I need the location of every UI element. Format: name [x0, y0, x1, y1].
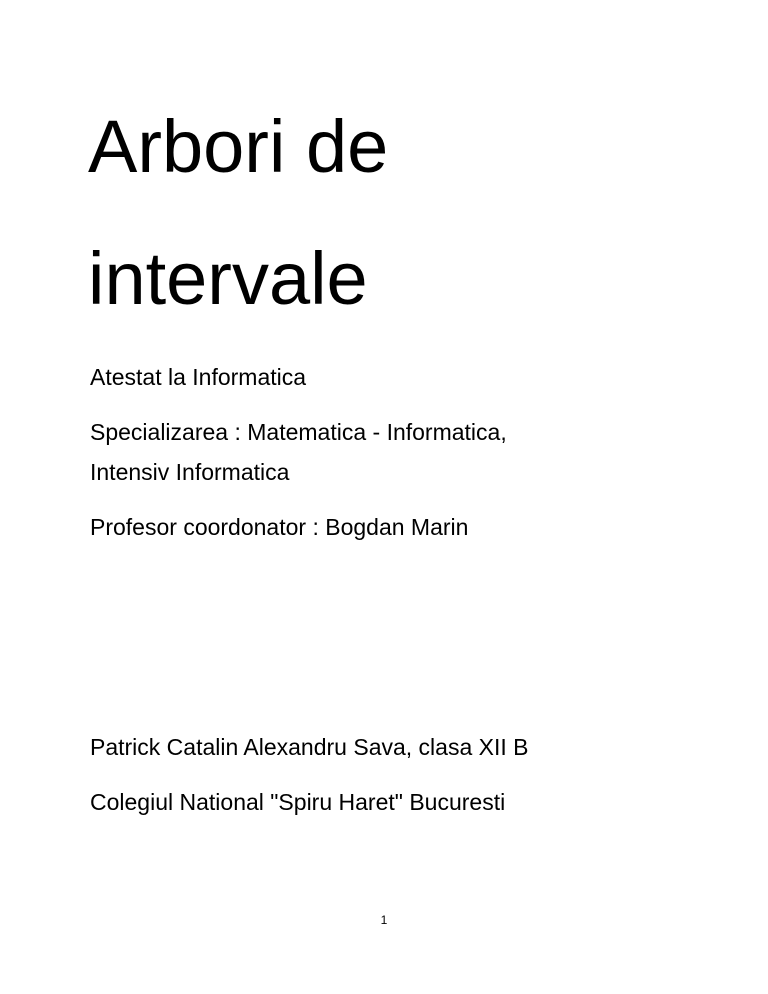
specialization-line-2: Intensiv Informatica: [90, 459, 290, 485]
coordinator-line: Profesor coordonator : Bogdan Marin: [90, 514, 469, 540]
title-line-2: intervale: [88, 237, 368, 320]
title-line-1: Arbori de: [88, 105, 389, 188]
specialization-line-1: Specializarea : Matematica - Informatica,: [90, 419, 507, 445]
author-line: Patrick Catalin Alexandru Sava, clasa XII B: [90, 734, 529, 760]
school-line: Colegiul National "Spiru Haret" Bucuresti: [90, 789, 506, 815]
subtitle: Atestat la Informatica: [90, 364, 307, 390]
page-number: 1: [380, 913, 388, 927]
